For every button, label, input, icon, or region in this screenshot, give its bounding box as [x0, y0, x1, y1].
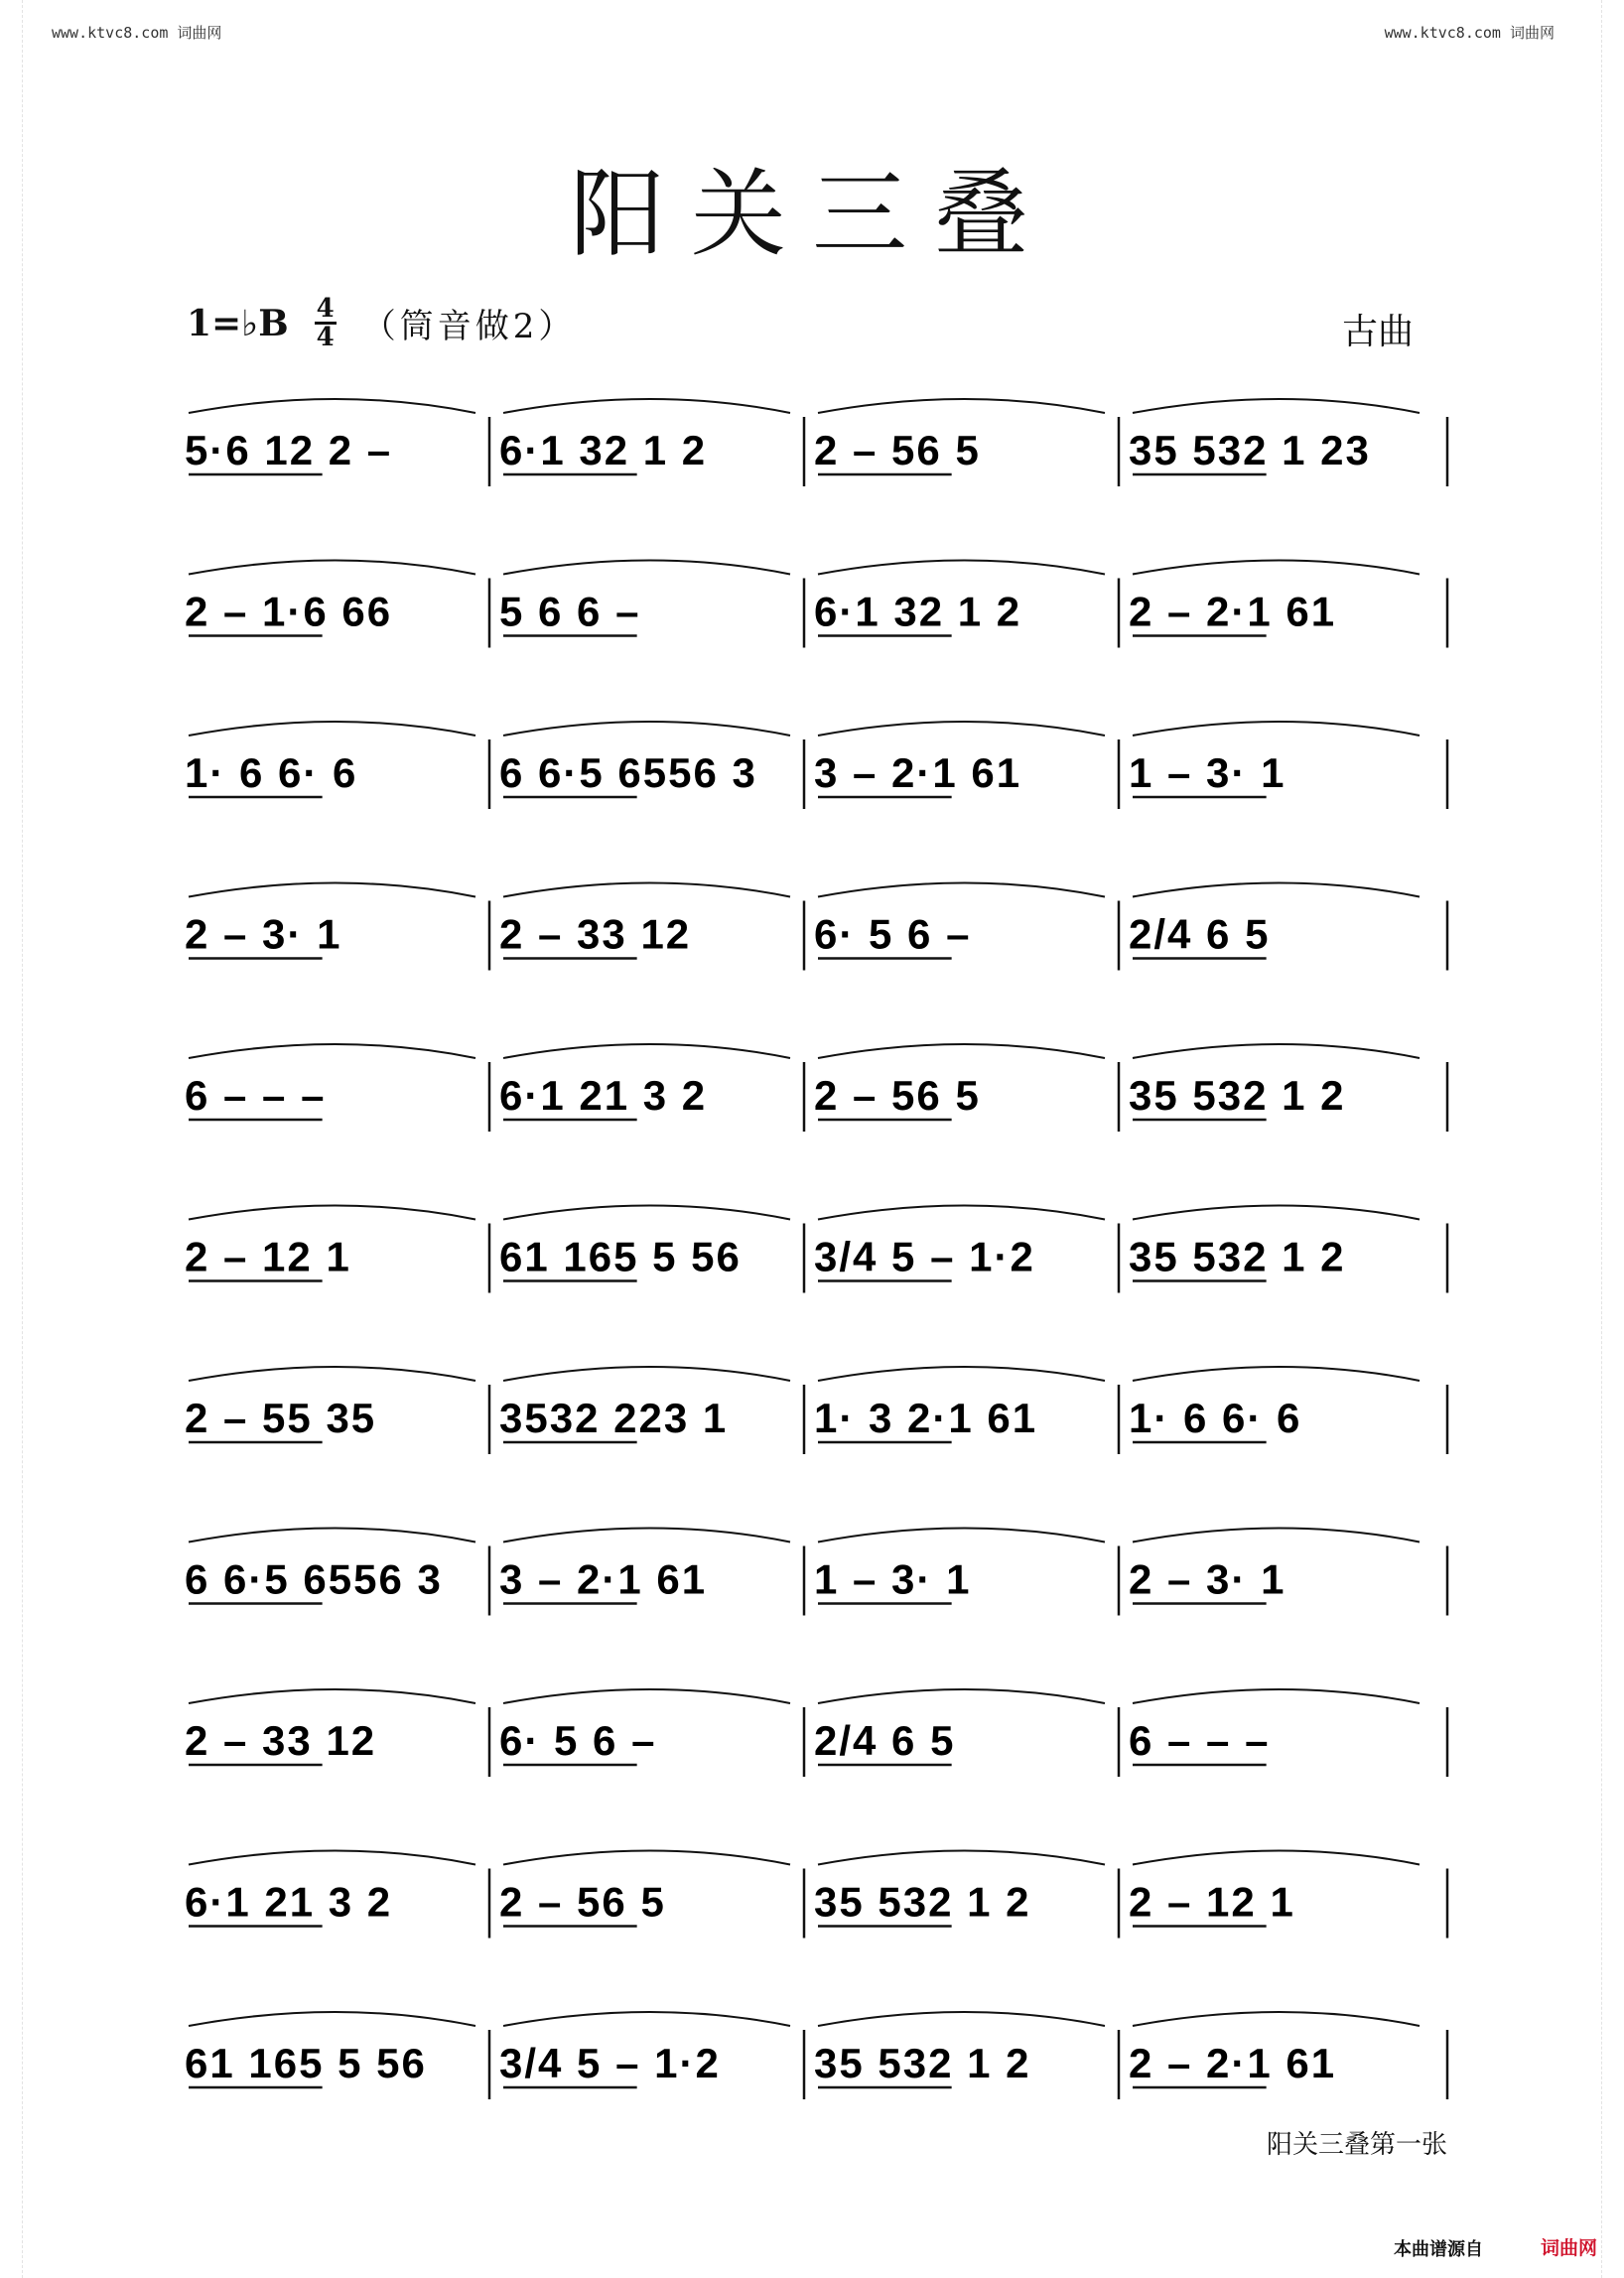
slur [818, 561, 1105, 575]
measure: 2 – 2·1 61 [1129, 588, 1337, 635]
measure: 2 – 33 12 [499, 910, 692, 958]
score-row [185, 1529, 1447, 1616]
measure: 2 – 1·6 66 [185, 588, 393, 635]
slur [189, 1367, 475, 1381]
measure: 6 6·5 6556 3 [185, 1555, 443, 1603]
measure: 2 – 33 12 [185, 1717, 377, 1764]
measure: 2 – 12 1 [185, 1233, 351, 1280]
measure: 2 – 56 5 [499, 1878, 666, 1926]
measure: 2 – 2·1 61 [1129, 2040, 1337, 2086]
measure: 2/4 6 5 [1129, 910, 1271, 958]
slur [818, 1367, 1105, 1381]
slur [1133, 1044, 1420, 1058]
measure: 35 532 1 2 [1129, 1233, 1346, 1280]
measure: 35 532 1 2 [814, 1878, 1031, 1926]
measure: 6 – – – [1129, 1717, 1271, 1764]
slur [1133, 1367, 1420, 1381]
slur [189, 1529, 475, 1542]
slur [189, 722, 475, 736]
measure: 35 532 1 2 [814, 2040, 1031, 2086]
slur [818, 1044, 1105, 1058]
score-row [185, 1206, 1447, 1293]
slur [1133, 883, 1420, 897]
slur [503, 1529, 790, 1542]
measure: 6·1 21 3 2 [499, 1072, 708, 1119]
measure: 3/4 5 – 1·2 [499, 2040, 721, 2086]
key-label: 1=♭B [187, 302, 289, 344]
measure: 35 532 1 2 [1129, 1072, 1346, 1119]
slur [818, 883, 1105, 897]
measure: 2 – 55 35 [185, 1395, 377, 1441]
score-row [185, 1367, 1447, 1454]
slur [818, 1689, 1105, 1703]
measure: 3/4 5 – 1·2 [814, 1233, 1035, 1280]
measure: 1· 6 6· 6 [185, 749, 358, 796]
measure: 1· 3 2·1 61 [814, 1395, 1038, 1441]
slur [503, 561, 790, 575]
measure: 3 – 2·1 61 [814, 749, 1022, 796]
measure: 2 – 56 5 [814, 427, 981, 473]
slur [1133, 1851, 1420, 1865]
measure: 2 – 3· 1 [185, 910, 342, 958]
measure: 6·1 21 3 2 [185, 1878, 393, 1926]
score-row [185, 722, 1447, 809]
slur [503, 883, 790, 897]
slur [1133, 399, 1420, 413]
measure: 2/4 6 5 [814, 1717, 956, 1764]
measure: 2 – 12 1 [1129, 1878, 1295, 1926]
measure: 1 – 3· 1 [1129, 749, 1286, 796]
slur [503, 1367, 790, 1381]
score-row [185, 1689, 1447, 1777]
slur [189, 2012, 475, 2026]
measure: 1· 6 6· 6 [1129, 1395, 1302, 1441]
source-logo: 词曲网 [1541, 2237, 1598, 2259]
slur [503, 2012, 790, 2026]
score-row [185, 1044, 1447, 1132]
slur [503, 1044, 790, 1058]
slur [189, 1851, 475, 1865]
slur [818, 399, 1105, 413]
slur [503, 399, 790, 413]
slur [1133, 1689, 1420, 1703]
slur [189, 883, 475, 897]
page-label: 阳关三叠第一张 [1267, 2130, 1448, 2160]
slur [189, 1044, 475, 1058]
slur [1133, 1206, 1420, 1220]
site-header-right: www.ktvc8.com 词曲网 [1384, 24, 1555, 42]
song-title: 阳关三叠 [570, 159, 1054, 270]
slur [818, 2012, 1105, 2026]
measure: 61 165 5 56 [499, 1233, 742, 1280]
measure: 61 165 5 56 [185, 2040, 427, 2086]
measure: 6 – – – [185, 1072, 327, 1119]
measure: 35 532 1 23 [1129, 427, 1371, 473]
slur [189, 1206, 475, 1220]
score-row [185, 2012, 1447, 2099]
slur [503, 1689, 790, 1703]
measure: 1 – 3· 1 [814, 1555, 972, 1603]
slur [818, 1529, 1105, 1542]
measure: 5·6 12 2 – [185, 427, 393, 473]
measure: 6· 5 6 – [814, 910, 972, 958]
slur [189, 1689, 475, 1703]
slur [189, 399, 475, 413]
slur [503, 1851, 790, 1865]
fingering-note: （筒音做2） [361, 307, 577, 346]
slur [818, 1206, 1105, 1220]
time-bottom: 4 [316, 323, 335, 352]
score-row [185, 883, 1447, 971]
slur [189, 561, 475, 575]
score-row [185, 561, 1447, 648]
slur [503, 1206, 790, 1220]
slur [503, 722, 790, 736]
measure: 6·1 32 1 2 [499, 427, 708, 473]
slur [818, 1851, 1105, 1865]
slur [1133, 561, 1420, 575]
score-row [185, 399, 1447, 486]
slur [818, 722, 1105, 736]
time-top: 4 [316, 294, 335, 324]
score-row [185, 1851, 1447, 1939]
source-label: 本曲谱源自 [1394, 2239, 1483, 2260]
site-header-left: www.ktvc8.com 词曲网 [52, 24, 222, 42]
slur [1133, 2012, 1420, 2026]
slur [1133, 1529, 1420, 1542]
measure: 6·1 32 1 2 [814, 588, 1022, 635]
measure: 3 – 2·1 61 [499, 1555, 708, 1603]
measure: 6 6·5 6556 3 [499, 749, 757, 796]
measure: 5 6 6 – [499, 588, 641, 635]
measure: 2 – 3· 1 [1129, 1555, 1286, 1603]
slur [1133, 722, 1420, 736]
measure: 3532 223 1 [499, 1395, 729, 1441]
measure: 2 – 56 5 [814, 1072, 981, 1119]
measure: 6· 5 6 – [499, 1717, 657, 1764]
composer: 古曲 [1342, 312, 1415, 352]
